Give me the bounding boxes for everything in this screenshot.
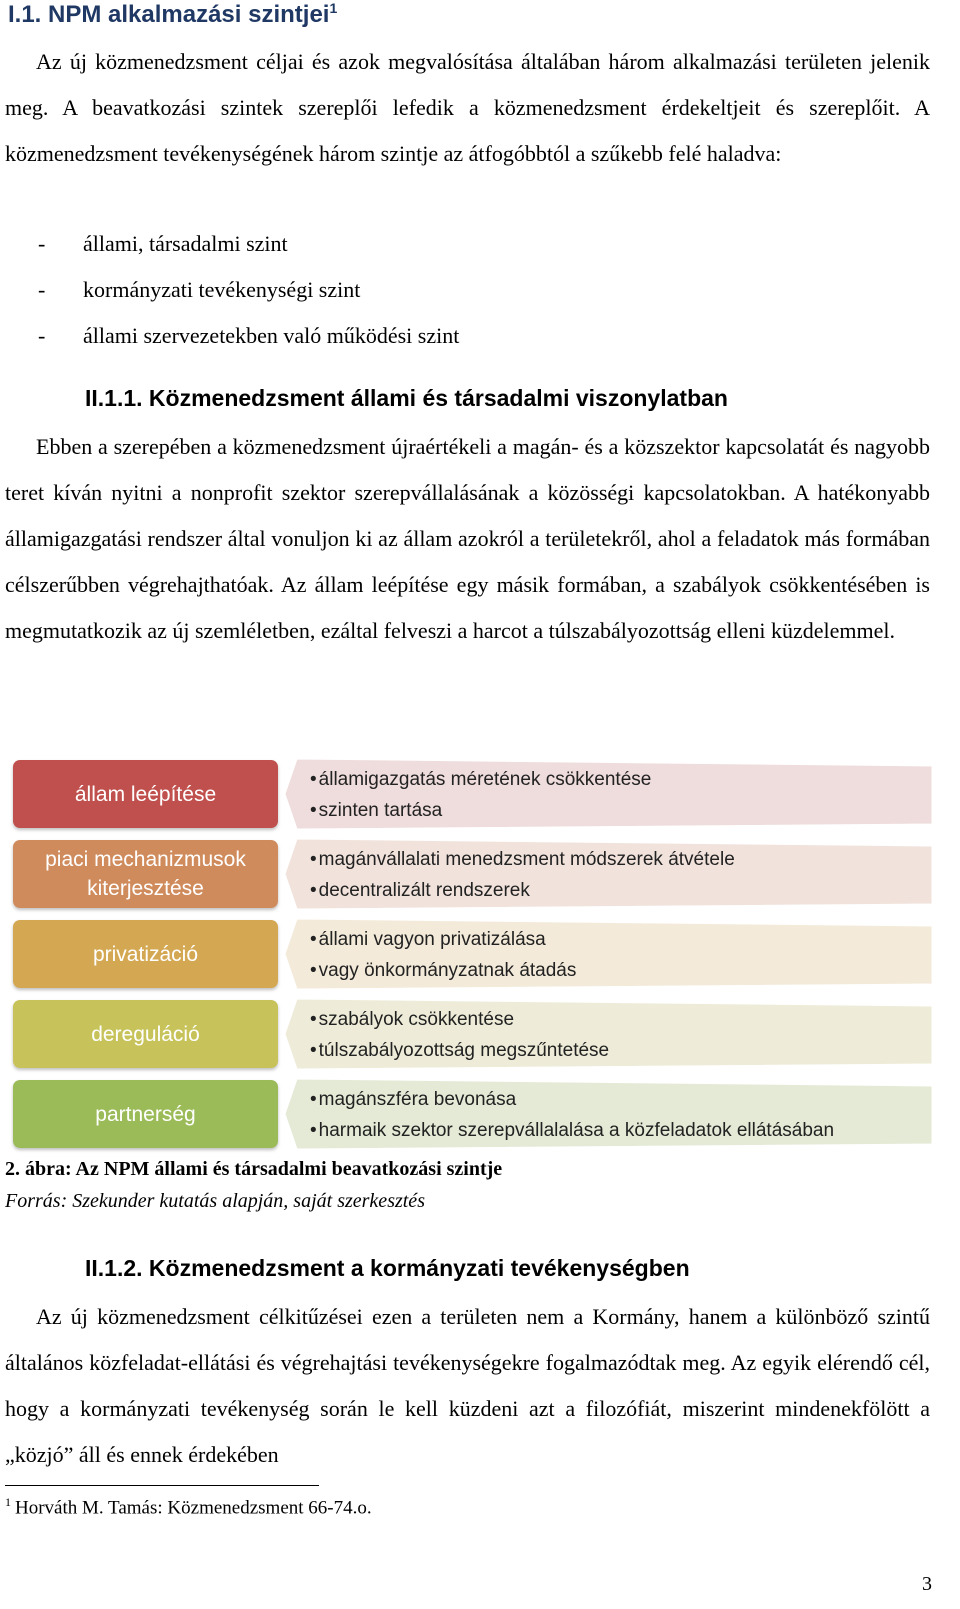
diagram-bullet: • állami vagyon privatizálása bbox=[310, 924, 576, 955]
diagram-bullet: • magánvállalati menedzsment módszerek átvétele bbox=[310, 844, 735, 875]
diagram-detail-box bbox=[285, 918, 933, 990]
diagram-bullet: • szabályok csökkentése bbox=[310, 1004, 609, 1035]
diagram-bullet: • decentralizált rendszerek bbox=[310, 875, 735, 906]
levels-list bbox=[38, 221, 459, 359]
subsection-paragraph: Az új közmenedzsment célkitűzései ezen a területen nem a Kormány, hanem a különböző szintű általános közfeladat-ellátási és végrehajtási tevékenységekre fogalmazódtak meg. Az egyik elérendő cél, hogy a kormányzati tevékenység során le kell küzdeni azt a filozófiát, miszerint mindenekfölött a „közjó” áll és ennek érdekében bbox=[5, 1304, 930, 1467]
figure-source: Forrás: Szekunder kutatás alapján, saját szerkesztés bbox=[5, 1190, 425, 1212]
diagram-row bbox=[13, 760, 933, 832]
diagram-level-label: állam leépítése bbox=[13, 760, 278, 828]
subsection-paragraph: Ebben a szerepében a közmenedzsment újraértékeli a magán- és a közszektor kapcsolatát és nagyobb teret kíván nyitni a nonprofit szektor szerepvállalásának a közösségi kapcsolatokban. A hatékonyabb államigazgatási rendszer által vonuljon ki az állam azokról a területekről, ahol a feladatok más formában célszerűbben végrehajthatóak. Az állam leépítése egy másik formában, a szabályok csökkentésében is megmutatkozik az új szemléletben, ezáltal felveszi a harcot a túlszabályozottság elleni küzdelemmel. bbox=[5, 434, 930, 643]
diagram-row bbox=[13, 1000, 933, 1072]
diagram-detail-box bbox=[285, 838, 933, 910]
section-title: I.1. NPM alkalmazási szintjei$^1$ bbox=[8, 0, 338, 28]
diagram-level-label: partnerség bbox=[13, 1080, 278, 1148]
footnote: $^1$ Horváth M. Tamás: Közmenedzsment 66-74.o. bbox=[5, 1495, 372, 1519]
diagram-bullets bbox=[310, 764, 651, 826]
diagram-bullets bbox=[310, 844, 735, 906]
footnote-ref: 1 bbox=[329, 0, 338, 16]
diagram-row bbox=[13, 1080, 933, 1152]
diagram-bullet: • túlszabályozottság megszűntetése bbox=[310, 1035, 609, 1066]
subsection-title: II.1.2. Közmenedzsment a kormányzati tevékenységben bbox=[85, 1255, 690, 1281]
subsection-title: II.1.1. Közmenedzsment állami és társadalmi viszonylatban bbox=[85, 385, 728, 411]
page-number: 3 bbox=[922, 1573, 932, 1595]
diagram-detail-box bbox=[285, 1078, 933, 1150]
figure-caption: 2. ábra: Az NPM állami és társadalmi beavatkozási szintje bbox=[5, 1158, 503, 1180]
diagram-level-label: piaci mechanizmusok kiterjesztése bbox=[13, 840, 278, 908]
diagram-row bbox=[13, 920, 933, 992]
list-item: - kormányzati tevékenységi szint bbox=[38, 277, 361, 302]
diagram-bullets bbox=[310, 924, 576, 986]
diagram-row bbox=[13, 840, 933, 912]
diagram-bullet: • magánszféra bevonása bbox=[310, 1084, 834, 1115]
list-item: - állami, társadalmi szint bbox=[38, 231, 288, 256]
diagram-bullets bbox=[310, 1084, 834, 1146]
diagram-bullet: • szinten tartása bbox=[310, 795, 651, 826]
npm-diagram bbox=[13, 758, 933, 1153]
diagram-level-label: dereguláció bbox=[13, 1000, 278, 1068]
diagram-detail-box bbox=[285, 758, 933, 830]
diagram-detail-box bbox=[285, 998, 933, 1070]
intro-paragraph: Az új közmenedzsment céljai és azok megvalósítása általában három alkalmazási területen jelenik meg. A beavatkozási szintek szereplői lefedik a közmenedzsment érdekeltjeit és szereplőit. A közmenedzsment tevékenységének három szintje az átfogóbbtól a szűkebb felé haladva: bbox=[5, 49, 930, 166]
list-item: - állami szervezetekben való működési szint bbox=[38, 323, 460, 348]
diagram-bullet: • vagy önkormányzatnak átadás bbox=[310, 955, 576, 986]
diagram-bullet: • államigazgatás méretének csökkentése bbox=[310, 764, 651, 795]
diagram-level-label: privatizáció bbox=[13, 920, 278, 988]
diagram-bullets bbox=[310, 1004, 609, 1066]
diagram-bullet: • harmaik szektor szerepvállalalása a közfeladatok ellátásában bbox=[310, 1115, 834, 1146]
footnote-divider bbox=[5, 1485, 319, 1486]
